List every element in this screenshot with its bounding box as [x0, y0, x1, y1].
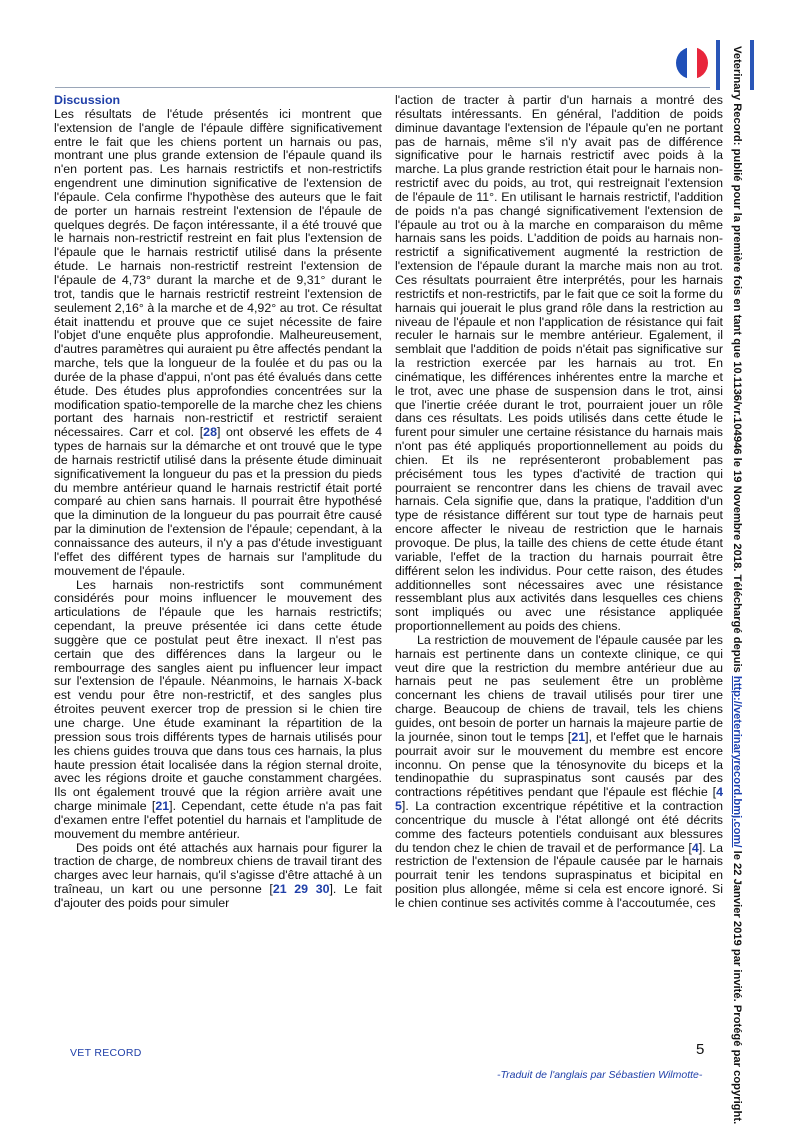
text-run: ] ont observé les effets de 4 types de harnais sur la démarche et ont trouvé que le type de harnais restrictif utilisé dans la présente étude diminuait significativement la longueur du pas et la pression du pieds du membre antérieur quand le harnais restrictif était porté comparé au chien sans harnais. Il pourrait être hypothésé que la diminution de la longueur du pas pourrait être causé par la diminution de l'extension de l'épaule; cependant, à la connaissance des auteurs, il n'y a pas d'étude investiguant l'effet des différent types de harnais sur l'amplitude du mouvement de l'épaule. — [54, 425, 382, 578]
right-column — [395, 94, 723, 911]
citation-link[interactable]: 28 — [203, 425, 217, 440]
text-run: ]. La contraction excentrique répétitive et la contraction concentrique du muscle à l'état allongé ont été décrits comme des facteurs potentiels conduisant aux blessures du tendon chez le chien de travail et de performance [ — [395, 799, 723, 855]
text-run: ], et l'effet que le harnais pourrait avoir sur le mouvement du membre est encore inconnu. On pense que la ténosynovite du biceps et la tendinopathie du supraspinatus sont causés par des contractions répétitives pendant que l'épaule est fléchie [ — [395, 729, 723, 800]
header-accent-bar-right — [750, 40, 754, 90]
text-run: La restriction de mouvement de l'épaule causée par les harnais est pertinente dans un contexte clinique, ce qui veut dire que la restriction du membre antérieur due au harnais peut ne pas seulement être un problème concernant les chiens de travail utilisés pour tirer une charge. Beaucoup de chiens de travail, tels les chiens guides, ont besoin de porter un harnais la majeure partie de la journée, sinon tout le temps [ — [395, 632, 723, 744]
paragraph — [54, 842, 382, 911]
section-heading: Discussion — [54, 93, 121, 107]
vertical-notice-link[interactable]: http://veterinaryrecord.bmj.com/ — [731, 675, 743, 848]
citation-link[interactable]: 21 — [155, 799, 170, 814]
page-number: 5 — [696, 1041, 705, 1058]
french-flag-icon — [676, 47, 708, 79]
text-run: ]. Cependant, cette étude n'a pas fait d'examen entre l'effet potentiel du harnais et l'amplitude de mouvement du membre antérieur. — [54, 799, 382, 841]
paragraph — [54, 108, 382, 579]
citation-link[interactable]: 21 29 30 — [272, 882, 330, 897]
translator-credit: -Traduit de l'anglais par Sébastien Wilmotte- — [497, 1069, 703, 1081]
left-column — [54, 94, 382, 911]
vertical-notice-prefix: Veterinary Record: publié pour la première fois en tant que 10.1136/vr.104946 le 19 Novembre 2018. Téléchargé depuis — [731, 46, 743, 676]
text-run: l'action de tracter à partir d'un harnais a montré des résultats intéressants. En général, l'addition de poids diminue davantage l'extension de l'épaule qu'en ne portant pas de harnais, même s'il n'y avait pas de différence significative pour le harnais restrictif avec poids à la marche. La plus grande restriction était pour le harnais non-restrictif avec du poids, au trot, qui restreignait l'extension de l'épaule de 11°. En utilisant le harnais restrictif, l'addition de poids n'a pas changé significativement l'extension de l'épaule au trot ou à la marche en comparaison du même harnais sans les poids. L'addition de poids au harnais non-restrictif a significativement augmenté la restriction de l'extension de l'épaule durant la marche mais non au trot. Ces résultats pourraient être interprétés, pour les harnais restrictifs et non-restrictifs, par le fait que ce soit la forme du harnais qui jouerait le plus grand rôle dans la restriction au niveau de l'épaule et non l'application de résistance qui fait reculer le harnais sur le membre antérieur. Egalement, il semblait que l'addition de poids n'était pas significative sur la restriction exercée par les harnais au trot. En cinématique, les différences inhérentes entre la marche et le trot, avec une phase de suspension dans le trot, ainsi que l'inertie créée durant le trot, pourraient jouer un rôle dans ces résultats. Les poids utilisés dans cette étude le furent pour simuler une certaine résistance du harnais mais n'ont pas été appliqués proportionnellement au poids du chien. Et ils ne représenteront probablement pas précisément tous les types d'activité de traction qui pourraient se rencontrer dans les chiens de travail avec harnais. Cela signifie que, dans la pratique, l'addition d'un type de résistance différent sur tout type de harnais peut encore affecter le niveau de restriction que le harnais provoque. De plus, la taille des chiens de cette étude étant variable, l'effet de la traction du harnais pourrait être différent selon les individus. Pour cette raison, des études additionnelles sont nécessaires avec une résistance ressemblant plus aux activités dans lesquelles ces chiens sont impliqués ou avec une résistance appliquée proportionnellement au poids des chiens. — [395, 93, 723, 634]
vertical-publication-notice — [730, 46, 744, 1124]
journal-name: VET RECORD — [70, 1047, 142, 1059]
vertical-notice-suffix: le 22 Janvier 2019 par invité. Protégé par copyright. — [731, 847, 743, 1124]
citation-link[interactable]: 21 — [571, 729, 586, 744]
text-run: Des poids ont été attachés aux harnais pour figurer la traction de charge, de nombreux chiens de travail tirant des charges avec leur harnais, qu'il s'agisse d'être attaché à un traîneau, un kart ou une personne [ — [54, 840, 382, 897]
header-accent-bar-left — [716, 40, 720, 90]
paragraph — [54, 579, 382, 842]
paragraph — [395, 634, 723, 911]
text-run: Les harnais non-restrictifs sont communément considérés pour moins influencer le mouvement des articulations de l'épaule que les harnais restrictifs; cependant, la preuve présentée ici dans cette étude suggère que ce postulat peut être inexact. Il n'est pas certain que des différences dans la largeur ou le rembourrage des sangles aient pu influencer leur impact sur l'extension de l'épaule. Néanmoins, le harnais X-back est vendu pour être non-restrictif, et des sangles plus étroites peuvent exercer trop de pression si le chien tire une charge. Une étude examinant la répartition de la pression sous trois différents types de harnais utilisés pour les chiens guides trouva que dans tous ces harnais, la plus haute pression était localisée dans la région sternal droite, avec les régions droite et gauche constamment chargées. Ils ont également trouvé que la région arrière avait une charge minimale [ — [54, 577, 382, 814]
text-run: Les résultats de l'étude présentés ici montrent que l'extension de l'angle de l'épaule diffère significativement entre le fait que les chiens portent un harnais ou pas, montrant une plus grande extension de l'épaule quand ils n'en portent pas. Les harnais restrictifs et non-restrictifs engendrent une diminution significative de l'extension de l'épaule. Cela confirme l'hypothèse des auteurs que le fait de porter un harnais restreint l'extension de l'épaule de quelques degrés. De façon intéressante, il a été trouvé que le harnais non-restrictif restreint en fait plus l'extension de l'épaule que le harnais restrictif utilisé dans la présente étude. Le harnais non-restrictif restreint l'extension de l'épaule de 4,73° durant la marche et de 9,31° durant le trot, tandis que le harnais restrictif restreint l'extension de seulement 2,16° à la marche et de 4,92° au trot. Ce résultat était inattendu et prouve que ce sujet nécessite de faire l'objet d'une enquête plus approfondie. Malheureusement, d'autres paramètres qui auraient pu être affectés pendant la marche, tels que la longueur de la foulée et du pas ou la durée de la phase d'appui, n'ont pas été évalués dans cette étude. Des études plus approfondies concentrées sur la modification spatio-temporelle de la marche chez les chiens portant des harnais non-restrictif et restrictif seraient nécessaires. Carr et col. [ — [54, 106, 382, 440]
text-run: ]. Le fait d'ajouter des poids pour simuler — [54, 882, 382, 910]
citation-link[interactable]: 4 — [691, 840, 699, 855]
citation-link[interactable]: 4 5 — [395, 785, 723, 814]
header-divider — [55, 87, 710, 88]
text-run: ]. La restriction de l'extension de l'épaule causée par le harnais pourrait tenir les tendons supraspinatus et bicipital en position plus allongée, même si cela est encore ignoré. Si le chien continue ses activités comme à l'accoutumée, ces — [395, 840, 723, 910]
paragraph — [395, 94, 723, 634]
